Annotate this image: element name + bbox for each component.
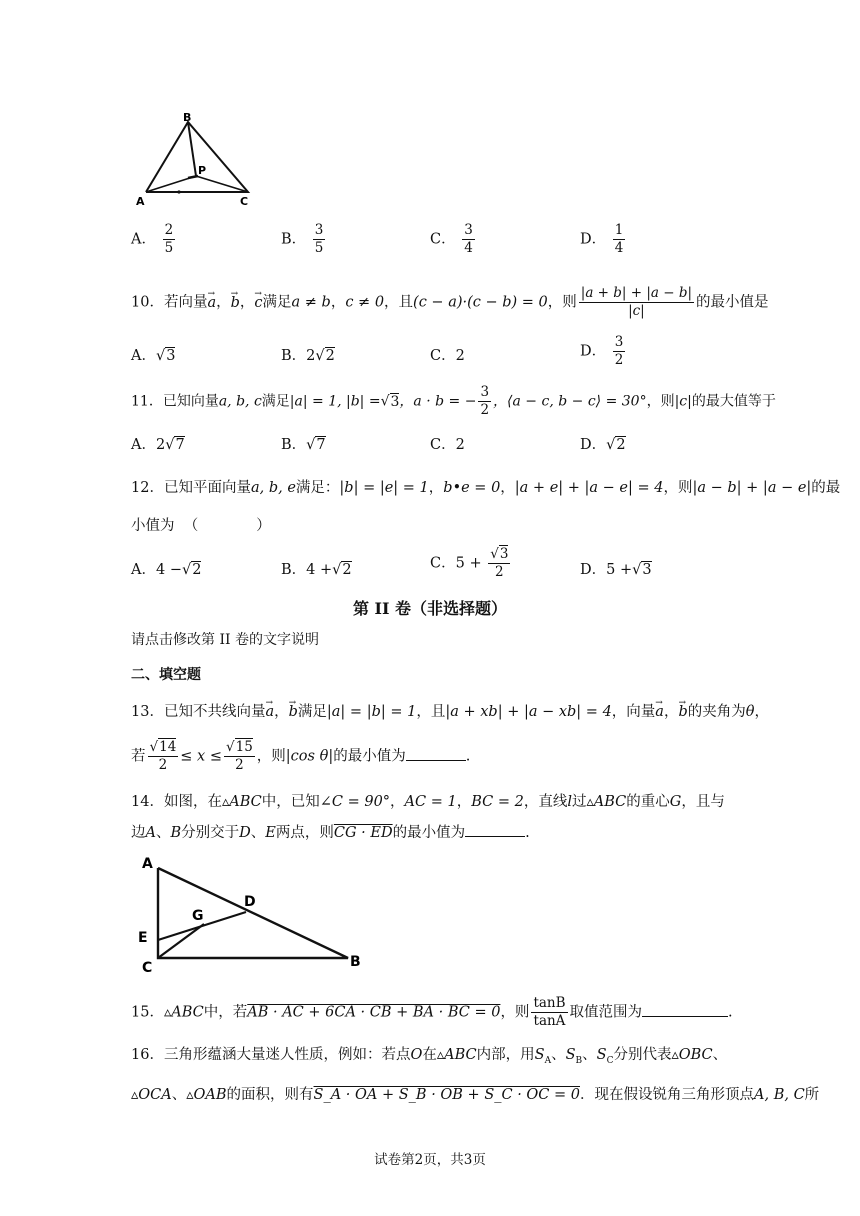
figure-segment-p-mark	[188, 176, 198, 178]
value: 3	[642, 562, 652, 578]
text: ，且	[416, 704, 446, 720]
math: a, b, e	[250, 480, 296, 496]
question-number: 14．	[131, 794, 164, 810]
math: A	[544, 1055, 552, 1066]
vector-b: → b	[231, 293, 240, 313]
option-label: C．	[430, 555, 456, 572]
fraction: $\frac{3}{2}$	[480, 384, 490, 418]
option-label: C．	[430, 348, 456, 364]
option-label: D．	[580, 231, 607, 248]
q9-option-c[interactable]	[430, 222, 477, 257]
math: c ≠ 0	[345, 294, 385, 311]
text: 的重心	[626, 794, 670, 810]
math: (c − a)·(c − b) = 0	[413, 294, 548, 311]
math: S	[596, 1047, 607, 1063]
math: |b| = |e| = 1	[339, 480, 429, 496]
q12-option-a[interactable]: A．4 −√2	[131, 562, 202, 578]
math: 3	[390, 393, 400, 410]
sep: ，	[390, 794, 405, 810]
value: 2	[155, 437, 166, 453]
math: C	[606, 1055, 614, 1066]
figure-label-d: D	[244, 894, 256, 910]
q11-option-c[interactable]	[430, 433, 465, 454]
math: ，⟨a − c, b − c⟩ = 30°	[493, 393, 647, 410]
sep: ，	[239, 294, 255, 311]
text: ．现在假设锐角三角形顶点	[580, 1087, 754, 1103]
sep: ，	[330, 294, 346, 311]
q12-option-d[interactable]: D．5 +√3	[580, 562, 652, 578]
figure-label-e: E	[138, 930, 148, 946]
sep: 、	[551, 1047, 566, 1063]
math: BC = 2	[471, 794, 524, 810]
q10-option-c[interactable]	[430, 344, 465, 365]
q10-option-d[interactable]	[580, 334, 627, 369]
text: 已知平面向量	[163, 480, 251, 496]
text: 小值为	[131, 518, 175, 534]
fraction: $\frac{|a + b| + |a - b|}{|c|}$	[580, 285, 693, 319]
vector-b: → b	[289, 702, 298, 722]
vector-a: → a	[655, 702, 664, 722]
text: 已知不共线向量	[163, 704, 266, 720]
text: 取值范围为	[569, 1004, 643, 1021]
math: G	[669, 794, 682, 810]
sep: 、	[171, 1087, 187, 1103]
math: D	[239, 825, 251, 841]
question-14-line2	[131, 822, 530, 843]
text: 所	[804, 1087, 820, 1103]
figure-label-a: A	[142, 856, 153, 872]
text: 的最	[811, 480, 841, 496]
q11-option-d[interactable]: D．√2	[580, 437, 626, 453]
figure-label-b: B	[350, 954, 361, 970]
sep: 、	[712, 1047, 728, 1063]
vector-c: → c	[254, 293, 262, 313]
math: |a + xb| + |a − xb| = 4	[445, 704, 612, 720]
figure-label-a: A	[136, 195, 145, 208]
answer-paren[interactable]: （ ）	[183, 518, 271, 534]
text: 已知向量	[162, 393, 219, 410]
text: ，且	[384, 294, 414, 311]
text: 若	[131, 748, 146, 765]
text: ，则	[256, 748, 286, 765]
question-16-line1	[131, 1045, 727, 1071]
text: 在	[422, 1047, 437, 1063]
question-12-line1	[131, 478, 840, 498]
question-15	[131, 995, 733, 1030]
figure-dot	[177, 190, 180, 193]
q9-option-d[interactable]	[580, 222, 627, 257]
text: 满足：	[295, 480, 340, 496]
vector-b: → b	[678, 702, 687, 722]
q10-option-b[interactable]: B．2√2	[281, 348, 335, 364]
math: CG · ED	[333, 825, 393, 841]
sep: ，	[500, 480, 515, 496]
option-label: D．	[580, 343, 607, 360]
math: ▵OCA	[131, 1087, 172, 1103]
math: |a| = |b| = 1	[326, 704, 417, 720]
question-11: 11．已知向量a, b, c满足|a| = 1, |b| =√3，a · b = − $\frac{3}{2}$ ，⟨a − c, b − c⟩ = 30°，则|c|的最大值等于	[131, 384, 776, 418]
option-label: D．	[580, 437, 607, 453]
fraction: $\frac{3}{4}$	[464, 222, 473, 256]
question-10	[131, 285, 769, 320]
math: ，a · b = −	[399, 393, 477, 410]
math: ▵ABC	[221, 794, 262, 810]
value: 3	[166, 348, 176, 364]
option-label: D．	[580, 562, 607, 578]
math: ▵ABC	[163, 1004, 204, 1021]
text: ，则	[547, 294, 577, 311]
text: 中，若	[203, 1004, 248, 1021]
question-16-line2	[131, 1085, 819, 1105]
sep: 、	[250, 825, 266, 841]
q10-option-a[interactable]: A．√3	[131, 348, 176, 364]
text: 分别交于	[181, 825, 240, 841]
sep: ，	[216, 294, 231, 311]
math: ▵ABC	[436, 1047, 477, 1063]
text: 内部，用	[476, 1047, 535, 1063]
text: 的最大值等于	[691, 393, 776, 410]
text: 的最小值是	[696, 294, 769, 311]
text: ，则	[646, 393, 675, 410]
math: b•e = 0	[443, 480, 501, 496]
option-label: B．	[281, 562, 307, 578]
question-number: 12．	[131, 480, 164, 496]
figure-label-g: G	[192, 908, 204, 924]
figure-edges	[158, 868, 348, 958]
value: 5 +	[455, 555, 482, 572]
text: 的最小值为	[333, 748, 406, 765]
fraction: $\frac{3}{5}$	[314, 222, 324, 256]
q11-option-b[interactable]: B．√7	[281, 437, 326, 453]
figure-label-b: B	[183, 112, 192, 124]
option-label: A．	[131, 437, 156, 453]
sep: .	[465, 748, 471, 765]
math: AC = 1	[404, 794, 457, 810]
question-12-line2	[131, 516, 271, 536]
figure-label-p: P	[198, 164, 207, 177]
question-number: 13．	[131, 704, 164, 720]
math: |cos θ|	[285, 748, 334, 765]
question-number: 16．	[131, 1047, 164, 1063]
value: 4 −	[155, 562, 182, 578]
section-title-fill-in: 二、填空题	[131, 667, 201, 683]
text: 三角形蕴涵大量迷人性质，例如：若点	[163, 1047, 411, 1063]
vector-a: → a	[207, 293, 216, 313]
text: ，则	[500, 1004, 530, 1021]
fraction: $\frac{1}{4}$	[614, 222, 624, 256]
question-13-line1	[131, 702, 769, 722]
fraction: $\frac{√3}{2}$	[490, 546, 509, 580]
math: a ≠ b	[291, 294, 331, 311]
text: 分别代表	[613, 1047, 672, 1063]
math: S	[534, 1047, 545, 1063]
sep: .	[728, 1004, 733, 1021]
figure-label-c: C	[240, 195, 249, 208]
question-14-line1	[131, 792, 725, 812]
math: a, b, c	[218, 393, 262, 410]
math: S	[565, 1047, 576, 1063]
text: 如图，在	[163, 794, 222, 810]
text: 中，已知	[261, 794, 320, 810]
fraction: $\frac{3}{2}$	[614, 334, 624, 368]
question-13-line2	[131, 739, 470, 774]
q9-option-a[interactable]	[131, 222, 177, 257]
option-label: B．	[281, 231, 307, 248]
math: l	[567, 794, 572, 810]
math: ≤ x ≤	[180, 748, 222, 765]
triangle-figure-q9	[136, 112, 260, 208]
option-label: C．	[430, 437, 456, 453]
fraction: $\frac{√15}{2}$	[226, 739, 253, 773]
option-label: B．	[281, 437, 307, 453]
sep: ，	[456, 794, 472, 810]
math: B	[575, 1055, 583, 1066]
option-label: A．	[131, 231, 156, 248]
answer-blank[interactable]	[465, 822, 525, 837]
sep: 、	[582, 1047, 597, 1063]
question-number: 15．	[131, 1004, 164, 1021]
math: ∠C = 90°	[319, 794, 391, 810]
text: 满足	[297, 704, 327, 720]
fraction: $\frac{2}{5}$	[164, 222, 174, 256]
value: 2	[325, 348, 335, 364]
answer-blank[interactable]	[406, 746, 466, 761]
math: O	[410, 1047, 423, 1063]
text: 满足	[261, 393, 290, 410]
math: S_A · OA + S_B · OB + S_C · OC = 0	[313, 1087, 580, 1103]
math: |a − b| + |a − e|	[692, 480, 812, 496]
q9-option-b[interactable]	[281, 222, 327, 257]
sep: ，	[663, 704, 679, 720]
part2-heading: 第 II 卷（非选择题）	[352, 599, 508, 618]
figure-label-c: C	[142, 960, 153, 976]
text: 的最小值为	[392, 825, 466, 841]
text: 的面积，则有	[226, 1087, 314, 1103]
text: ，且与	[681, 794, 725, 810]
value: 2	[192, 562, 202, 578]
math: AB · AC + 6CA · CB + BA · BC = 0	[247, 1004, 501, 1021]
answer-blank[interactable]	[642, 1002, 728, 1017]
math: |a| = 1, |b| =	[289, 393, 381, 410]
math: |c|	[674, 393, 692, 410]
text: ，直线	[523, 794, 568, 810]
math: E	[265, 825, 276, 841]
value: 2	[455, 348, 465, 364]
question-number: 10．	[131, 294, 164, 311]
sep: ，	[754, 704, 769, 720]
value: 5 +	[606, 562, 633, 578]
page-footer: 试卷第2页，共3页	[374, 1152, 486, 1168]
text: 若向量	[163, 294, 208, 311]
text: 过	[571, 794, 587, 810]
math: B	[170, 825, 182, 841]
value: 2	[342, 562, 352, 578]
text: 满足	[262, 294, 292, 311]
value: 7	[316, 437, 326, 453]
option-label: A．	[131, 562, 156, 578]
text: 两点，则	[275, 825, 334, 841]
value: 2	[306, 348, 316, 364]
q12-option-b[interactable]: B．4 +√2	[281, 562, 352, 578]
figure-segment-cg	[158, 924, 204, 958]
fraction: $\frac{√14}{2}$	[149, 739, 177, 773]
sep: 、	[155, 825, 171, 841]
math: θ	[745, 704, 755, 720]
option-label: A．	[131, 348, 156, 364]
figure-edges	[146, 122, 248, 192]
fraction: $\frac{\tan B}{\tan A}$	[533, 995, 566, 1029]
text: 边	[131, 825, 146, 841]
part2-note[interactable]: 请点击修改第 II 卷的文字说明	[131, 632, 319, 648]
math: A, B, C	[754, 1087, 805, 1103]
sep: ，	[428, 480, 444, 496]
value: 2	[455, 437, 465, 453]
text: ，向量	[611, 704, 656, 720]
math: ▵ABC	[586, 794, 627, 810]
value: 7	[175, 437, 185, 453]
value: 2	[616, 437, 626, 453]
question-number: 11．	[131, 393, 163, 410]
sep: ，	[274, 704, 289, 720]
math: A	[145, 825, 156, 841]
q11-option-a[interactable]: A．2√7	[131, 437, 185, 453]
value: 4 +	[306, 562, 333, 578]
triangle-figure-q14	[134, 854, 374, 976]
math: |a + e| + |a − e| = 4	[514, 480, 664, 496]
text: ，则	[663, 480, 693, 496]
q12-option-c[interactable]	[430, 546, 512, 581]
option-label: B．	[281, 348, 307, 364]
vector-a: → a	[265, 702, 274, 722]
text: 的夹角为	[687, 704, 746, 720]
math: ▵OAB	[186, 1087, 227, 1103]
option-label: C．	[430, 231, 456, 248]
math: ▵OBC	[671, 1047, 713, 1063]
sep: .	[525, 825, 530, 841]
